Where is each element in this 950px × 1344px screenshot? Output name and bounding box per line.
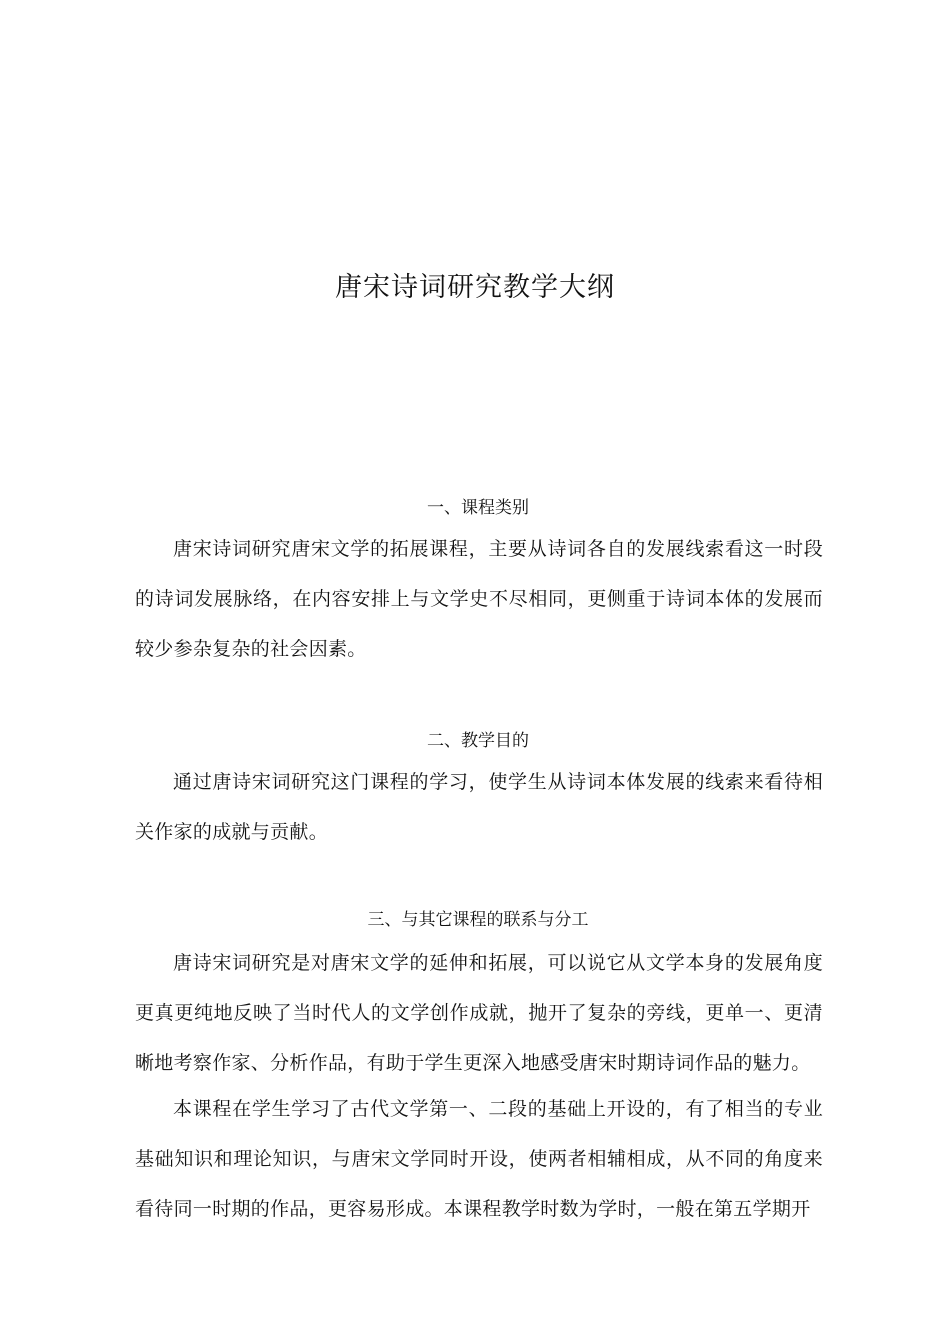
paragraph-course-category: 唐宋诗词研究唐宋文学的拓展课程，主要从诗词各自的发展线索看这一时段的诗词发展脉络，在内容安排上与文学史不尽相同，更侧重于诗词本体的发展而较少参杂复杂的社会因素。 bbox=[135, 538, 823, 660]
section-heading-course-relations: 三、与其它课程的联系与分工 bbox=[367, 910, 589, 930]
paragraph-teaching-goal: 通过唐诗宋词研究这门课程的学习，使学生从诗词本体发展的线索来看待相关作家的成就与贡献。 bbox=[135, 771, 823, 843]
section-heading-course-category: 一、课程类别 bbox=[427, 498, 529, 518]
paragraph-course-relations-1: 唐诗宋词研究是对唐宋文学的延伸和拓展，可以说它从文学本身的发展角度更真更纯地反映了当时代人的文学创作成就，抛开了复杂的旁线，更单一、更清晰地考察作家、分析作品，有助于学生更深入地感受唐宋时期诗词作品的魅力。 bbox=[135, 952, 823, 1074]
section-heading-teaching-goal: 二、教学目的 bbox=[427, 731, 529, 751]
paragraph-course-relations-2: 本课程在学生学习了古代文学第一、二段的基础上开设的，有了相当的专业基础知识和理论知识，与唐宋文学同时开设，使两者相辅相成，从不同的角度来看待同一时期的作品，更容易形成。本课程教学时数为学时，一般在第五学期开 bbox=[135, 1098, 823, 1220]
document-title: 唐宋诗词研究教学大纲 bbox=[335, 272, 615, 303]
